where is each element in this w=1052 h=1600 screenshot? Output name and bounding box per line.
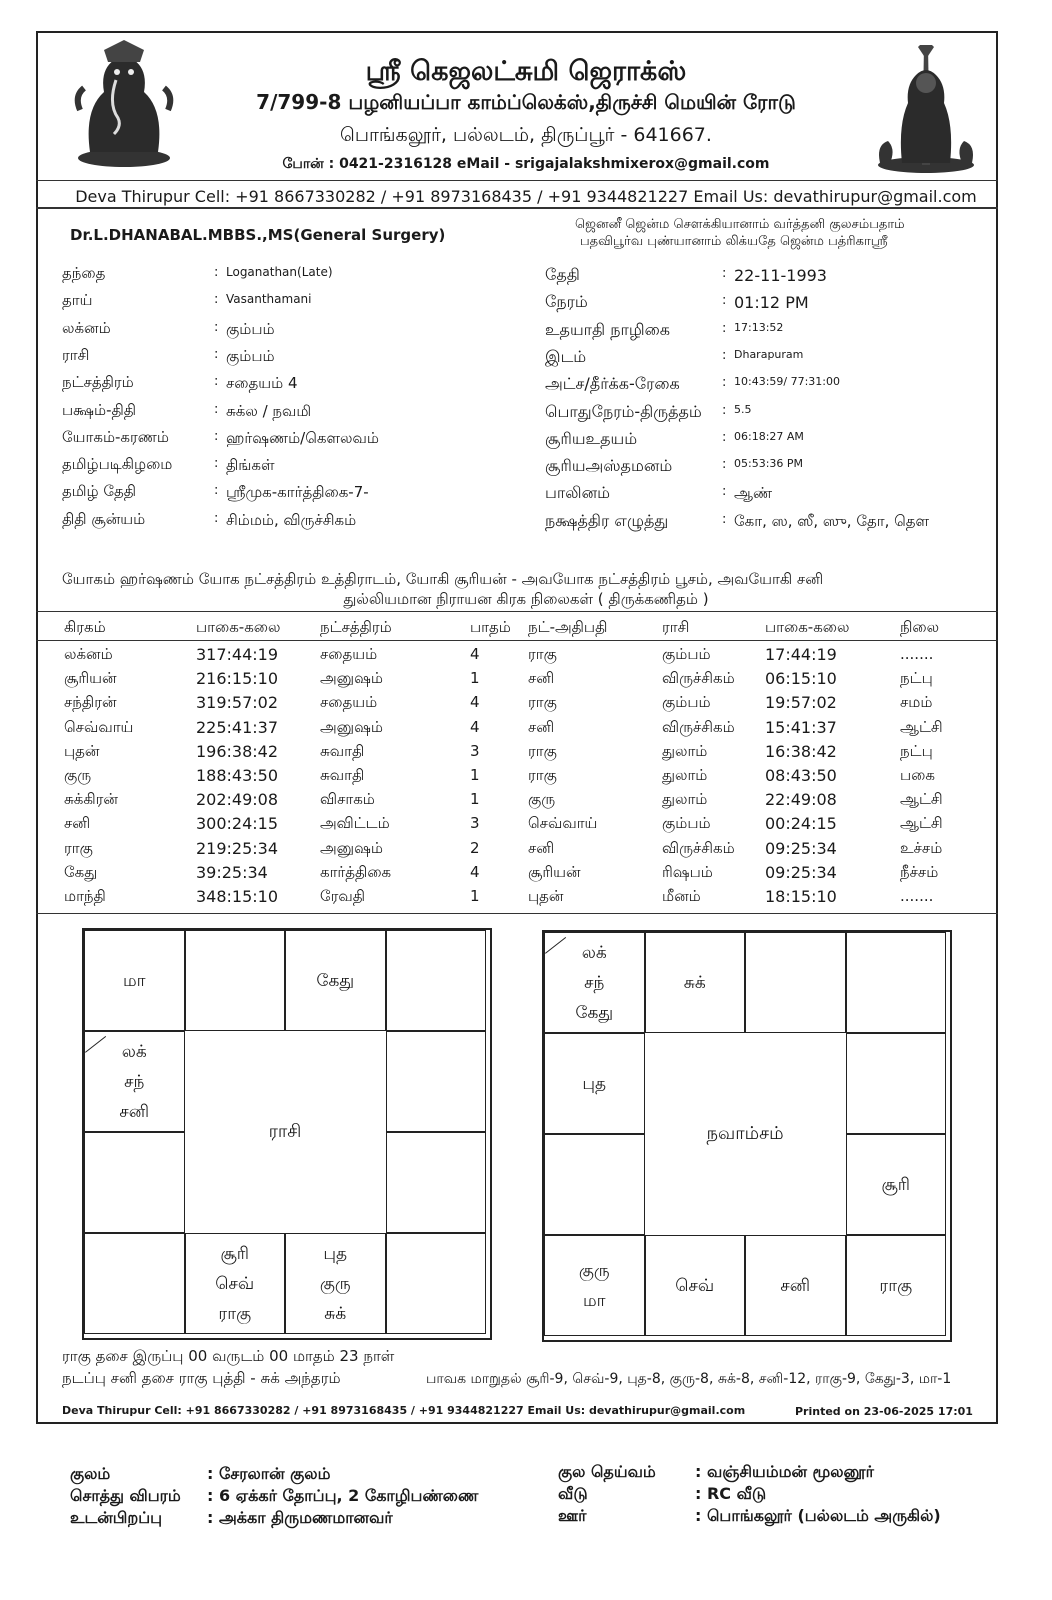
table-cell: அவிட்டம் [320,814,390,833]
table-cell: கும்பம் [662,814,711,833]
chart-house [185,1233,286,1334]
table-cell: 16:38:42 [765,741,837,761]
right-details-label: நக்ஷத்திர எழுத்து [545,510,669,530]
navamsa-chart [542,930,952,1342]
planet-label: சந் [584,972,605,993]
table-cell: 300:24:15 [196,814,279,834]
left-details-value: Loganathan(Late) [226,265,333,279]
deva-contact-line: Deva Thirupur Cell: +91 8667330282 / +91 8973168435 / +91 9344821227 Email Us: devathirupur@gmail.com [75,187,977,206]
table-cell: 4 [470,693,480,712]
right-details-label: சூரியஉதயம் [545,428,638,448]
table-cell: சனி [528,669,555,688]
chart-house [645,932,746,1033]
chart-house [84,1233,185,1334]
table-header: பாகை-கலை [196,618,281,636]
table-cell: 1 [470,887,480,905]
family-label: உடன்பிறப்பு [70,1508,163,1527]
colon: : [722,484,727,500]
table-cell: ராகு [528,741,557,760]
table-cell: 1 [470,669,480,688]
dasa-balance: ராகு தசை இருப்பு 00 வருடம் 00 மாதம் 23 நாள் [62,1347,395,1365]
colon: : [214,510,219,526]
planet-label: சூரி [881,1174,910,1195]
planet-label: லக் [581,942,607,963]
left-details-label: தமிழ்படிகிழமை [62,455,173,474]
table-cell: 00:24:15 [765,814,837,834]
left-details-label: தாய் [62,291,93,310]
right-details-value: 10:43:59/ 77:31:00 [734,375,841,389]
table-cell: ராகு [64,838,93,857]
table-cell: நீச்சம் [900,862,939,881]
planet-label: புத [323,1243,348,1264]
family-label: குல தெய்வம் [558,1462,656,1481]
table-cell: ராகு [528,693,557,712]
table-cell: குரு [64,766,92,784]
table-cell: அனுஷம் [320,669,383,688]
table-cell: 06:15:10 [765,669,837,689]
table-cell: 17:44:19 [765,645,837,664]
left-details-label: திதி சூன்யம் [62,509,146,528]
chart-house [386,930,487,1031]
left-details-value: சிம்மம், விருச்சிகம் [226,510,357,529]
left-details-value: கும்பம் [226,319,275,338]
left-details-label: தந்தை [62,264,106,282]
family-value: : அக்கா திருமணமானவர் [207,1508,393,1527]
table-cell: 08:43:50 [765,766,837,785]
blessing-line-1: ஜெனனீ ஜென்ம சௌக்கியானாம் வர்த்தனி குலசம்பதாம் [575,217,905,232]
table-cell: உச்சம் [900,838,943,857]
family-value: : 6 ஏக்கர் தோப்பு, 2 கோழிபண்ணை [207,1486,479,1505]
chart-house [745,1235,846,1336]
lagna-marker [85,1036,106,1053]
planet-label: லக் [121,1041,147,1062]
planet-label: ராகு [879,1275,913,1296]
chart-house [386,1132,487,1233]
table-cell: செவ்வாய் [528,814,598,833]
table-cell: விருச்சிகம் [662,669,735,688]
colon: : [722,429,727,445]
family-value: : பொங்கலூர் (பல்லடம் அருகில்) [695,1506,941,1525]
table-cell: 3 [470,741,480,760]
chart-house [544,1134,645,1235]
bhava-change: பாவக மாறுதல் சூரி-9, செவ்-9, புத-8, குரு-8, சுக்-8, சனி-12, ராகு-9, கேது-3, மா-1 [426,1371,952,1387]
table-cell: 216:15:10 [196,669,279,689]
table-cell: ஆட்சி [900,717,943,736]
planet-label: செவ் [675,1275,715,1296]
table-cell: புதன் [64,741,100,760]
family-label: குலம் [70,1464,111,1483]
chart-house [846,1235,947,1336]
table-cell: 39:25:34 [196,862,268,882]
colon: : [214,483,219,499]
colon: : [214,292,219,308]
table-cell: 18:15:10 [765,887,837,906]
table-cell: நட்பு [900,669,933,688]
colon: : [214,346,219,362]
planet-label: சுக் [683,972,706,993]
colon: : [722,266,727,281]
colon: : [722,347,727,363]
chart-house [185,930,286,1031]
table-cell: 3 [470,814,480,833]
left-details-value: ஸ்ரீமுக-கார்த்திகை-7- [226,483,369,502]
table-cell: 202:49:08 [196,790,279,810]
table-cell: 319:57:02 [196,693,279,713]
table-cell: 09:25:34 [765,838,837,858]
table-cell: ஆட்சி [900,814,943,833]
family-label: வீடு [558,1484,588,1503]
table-cell: மாந்தி [64,887,106,905]
chart-house [846,1033,947,1134]
colon: : [722,402,727,418]
planet-label: ராகு [218,1303,252,1324]
table-cell: சூரியன் [528,862,581,881]
table-cell: துலாம் [662,766,708,784]
planet-label: குரு [319,1273,351,1294]
chart-house [645,1235,746,1336]
chart-house [745,932,846,1033]
chart-house [386,1233,487,1334]
table-cell: சனி [528,717,555,736]
right-details-label: அட்ச/தீர்க்க-ரேகை [545,374,680,394]
blessing-line-2: பதவிபூர்வ புண்யானாம் லிக்யதே ஜென்ம பத்ரிகாஸ்ரீ [580,234,888,249]
colon: : [214,374,219,390]
planet-label: புத [582,1073,607,1094]
planet-label: மா [122,970,146,991]
right-details-value: 05:53:36 PM [734,457,804,471]
chart-house [84,930,185,1031]
table-cell: 4 [470,645,480,663]
right-details-label: உதயாதி நாழிகை [545,319,670,339]
table-cell: 188:43:50 [196,766,279,785]
table-cell: துலாம் [662,790,708,809]
chart-title: நவாம்சம் [706,1122,784,1144]
left-details-label: நட்சத்திரம் [62,373,134,392]
colon: : [214,401,219,417]
table-cell: கார்த்திகை [320,862,392,881]
right-details-label: பாலினம் [545,483,610,503]
chart-house [544,1033,645,1134]
table-cell: 348:15:10 [196,887,279,906]
table-cell: சுக்கிரன் [64,790,118,809]
chart-title: ராசி [268,1120,302,1142]
chart-house [544,932,645,1033]
right-details-label: தேதி [545,265,580,284]
left-details-label: யோகம்-கரணம் [62,427,169,446]
family-label: ஊர் [558,1506,587,1525]
colon: : [722,320,727,336]
planet-label: சந் [124,1071,145,1092]
right-details-value: 01:12 PM [734,293,809,313]
table-cell: ராகு [528,766,557,784]
table-cell: சதையம் [320,645,378,663]
table-cell: லக்னம் [64,645,113,663]
address-line-2: பொங்கலூர், பல்லடம், திருப்பூர் - 641667. [340,124,712,146]
table-cell: சதையம் [320,693,378,712]
table-cell: பகை [900,766,935,784]
table-cell: அனுஷம் [320,717,383,736]
planet-label: செவ் [215,1273,255,1294]
yoga-info: யோகம் ஹர்ஷணம் யோக நட்சத்திரம் உத்திராடம், யோகி சூரியன் - அவயோக நட்சத்திரம் பூசம், அவயோகி சனி [62,570,824,588]
table-cell: செவ்வாய் [64,717,134,736]
table-header: நட்சத்திரம் [320,618,392,636]
table-cell: 219:25:34 [196,838,279,858]
colon: : [722,457,727,473]
colon: : [214,456,219,472]
table-cell: மீனம் [662,887,701,905]
table-cell: சூரியன் [64,669,117,688]
table-cell: ஆட்சி [900,790,943,809]
chart-house [846,1134,947,1235]
chart-house [84,1132,185,1233]
table-cell: ரேவதி [320,887,366,905]
planet-label: மா [582,1290,606,1311]
printed-on: Printed on 23-06-2025 17:01 [795,1405,973,1418]
planet-label: சூரி [220,1243,249,1264]
table-header: கிரகம் [64,618,106,636]
left-details-label: தமிழ் தேதி [62,482,137,501]
table-cell: அனுஷம் [320,838,383,857]
family-value: : சேரலான் குலம் [207,1464,331,1483]
planet-label: சனி [780,1275,811,1296]
table-header: நட்-அதிபதி [528,618,608,636]
table-cell: சந்திரன் [64,693,117,712]
right-details-label: பொதுநேரம்-திருத்தம் [545,401,702,421]
doctor-name: Dr.L.DHANABAL.MBBS.,MS(General Surgery) [70,226,446,244]
colon: : [214,265,219,280]
right-details-value: 5.5 [734,402,752,416]
left-details-value: Vasanthamani [226,292,312,307]
shop-name: ஸ்ரீ கெஜலட்சுமி ஜெராக்ஸ் [365,56,687,87]
table-cell: 4 [470,862,480,881]
table-cell: சனி [64,814,91,833]
table-cell: கும்பம் [662,693,711,712]
table-cell: 196:38:42 [196,741,279,761]
table-cell: கும்பம் [662,645,711,663]
table-cell: துலாம் [662,741,708,760]
right-details-value: ஆண் [734,484,773,503]
colon: : [214,319,219,335]
chart-house [386,1031,487,1132]
table-cell: 1 [470,790,480,809]
table-cell: 2 [470,838,480,857]
left-details-value: திங்கள் [226,456,275,475]
colon: : [214,428,219,444]
table-cell: விருச்சிகம் [662,838,735,857]
chart-house [285,930,386,1031]
planet-label: கேது [575,1002,614,1023]
colon: : [722,293,727,309]
planet-label: சனி [119,1101,150,1122]
family-value: : RC வீடு [695,1484,767,1503]
table-header: நிலை [900,618,940,636]
table-cell: குரு [528,790,556,809]
table-cell: விருச்சிகம் [662,717,735,736]
table-cell: 09:25:34 [765,862,837,882]
right-details-value: கோ, ஸ, ஸீ, ஸு, தோ, தெள [734,511,930,530]
table-header: பாகை-கலை [765,618,850,636]
rasi-chart [82,928,492,1340]
table-cell: ....... [900,887,934,905]
table-cell: 1 [470,766,480,784]
table-cell: ரிஷபம் [662,862,713,881]
table-cell: நட்பு [900,741,933,760]
planet-label: சுக் [324,1303,347,1324]
right-details-value: 17:13:52 [734,320,784,334]
lagna-marker [545,937,566,954]
table-cell: சனி [528,838,555,857]
table-cell: 225:41:37 [196,717,279,737]
table-cell: ....... [900,645,934,663]
family-value: : வஞ்சியம்மன் மூலனூர் [695,1462,874,1481]
left-details-value: சுக்ல / நவமி [226,401,312,420]
table-cell: 317:44:19 [196,645,279,664]
chart-house [846,932,947,1033]
current-dasa: நடப்பு சனி தசை ராகு புத்தி - சுக் அந்தரம் [62,1369,341,1387]
left-details-value: சதையம் 4 [226,374,298,393]
table-cell: 4 [470,717,480,736]
table-header: பாதம் [470,618,511,636]
colon: : [722,375,727,391]
right-details-value: Dharapuram [734,347,804,361]
left-details-label: பக்ஷம்-திதி [62,400,137,419]
left-details-label: லக்னம் [62,318,111,337]
chart-house [84,1031,185,1132]
table-cell: சுவாதி [320,766,365,784]
table-cell: 22:49:08 [765,790,837,810]
table-header: ராசி [662,618,690,636]
family-label: சொத்து விபரம் [70,1486,181,1505]
table-cell: கேது [64,862,98,881]
right-details-label: இடம் [545,346,587,366]
planet-table-title: துல்லியமான நிராயன கிரக நிலைகள் ( திருக்கணிதம் ) [343,590,709,608]
table-cell: சமம் [900,693,933,712]
footer-contact: Deva Thirupur Cell: +91 8667330282 / +91 8973168435 / +91 9344821227 Email Us: devathirupur@gmail.com [62,1404,746,1417]
left-details-value: ஹர்ஷணம்/கௌலவம் [226,428,379,447]
table-cell: ராகு [528,645,557,663]
right-details-value: 22-11-1993 [734,266,827,285]
address-line-1: 7/799-8 பழனியப்பா காம்ப்லெக்ஸ்,திருச்சி மெயின் ரோடு [256,90,796,114]
table-cell: 15:41:37 [765,717,837,737]
phone-email-line: போன் : 0421-2316128 eMail - srigajalakshmixerox@gmail.com [282,156,770,172]
table-cell: விசாகம் [320,790,375,809]
planet-label: கேது [316,970,355,991]
table-cell: சுவாதி [320,741,365,760]
left-details-value: கும்பம் [226,346,275,365]
table-cell: புதன் [528,887,564,905]
right-details-label: சூரியஅஸ்தமனம் [545,456,673,476]
right-details-value: 06:18:27 AM [734,429,804,443]
left-details-label: ராசி [62,345,90,364]
chart-house [285,1233,386,1334]
chart-house [544,1235,645,1336]
colon: : [722,511,727,527]
right-details-label: நேரம் [545,292,588,312]
table-cell: 19:57:02 [765,693,837,713]
planet-label: குரு [578,1260,610,1281]
